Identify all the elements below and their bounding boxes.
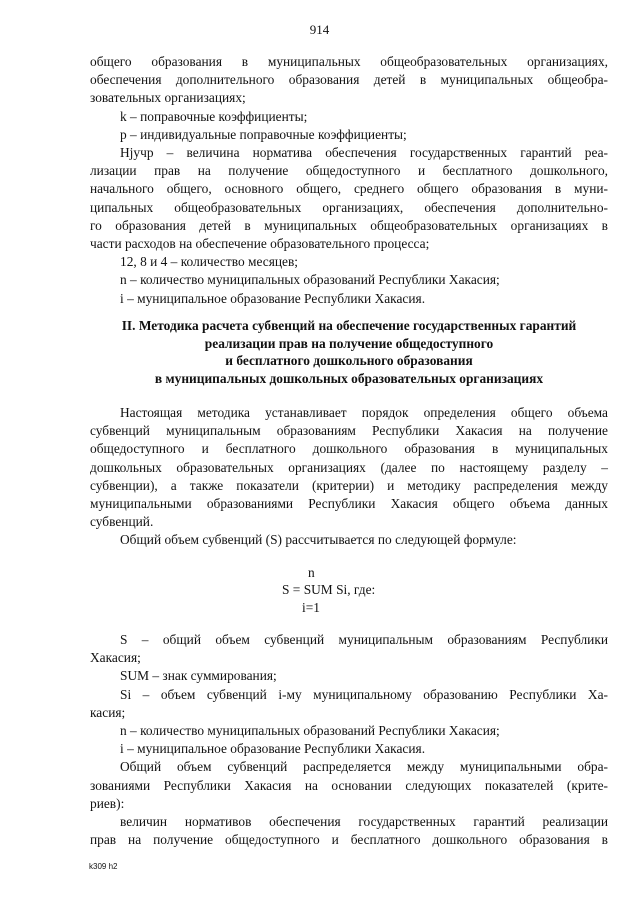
footer-code: k309 h2 <box>89 862 118 871</box>
text-line: Общий объем субвенций (S) рассчитывается по следующей формуле: <box>120 532 517 548</box>
text-line: SUM – знак суммирования; <box>120 668 277 684</box>
text-line: касия; <box>90 704 126 720</box>
text-line: го образования детей в муниципальных общеобразовательных организациях в <box>90 217 608 233</box>
text-line: n – количество муниципальных образований Республики Хакасия; <box>120 272 500 288</box>
formula-upper-limit: n <box>308 565 315 580</box>
text-line: ципальных общеобразовательных организациях, обеспечения дополнительно- <box>90 199 608 215</box>
text-line: 12, 8 и 4 – количество месяцев; <box>120 254 299 270</box>
section-heading-line: в муниципальных дошкольных образовательных организациях <box>154 370 544 386</box>
text-line: Хакасия; <box>90 650 141 666</box>
text-line: S – общий объем субвенций муниципальным образованиям Республики <box>120 632 608 647</box>
text-block-definitions <box>90 631 608 849</box>
section-heading <box>90 317 608 387</box>
text-block-intro <box>90 404 608 550</box>
text-line: зовательных организациях; <box>90 90 246 106</box>
text-line: обеспечения дополнительного образования детей в муниципальных общеобра- <box>90 72 608 88</box>
text-line: зованиями Республики Хакасия на основании следующих показателей (крите- <box>90 777 608 793</box>
text-line: i – муниципальное образование Республики Хакасия. <box>120 741 426 757</box>
text-line: части расходов на обеспечение образовательного процесса; <box>90 236 430 252</box>
text-line: Настоящая методика устанавливает порядок определения общего объема <box>120 405 608 420</box>
text-line: прав на получение общедоступного и бесплатного дошкольного образования в <box>90 832 608 848</box>
text-line: p – индивидуальные поправочные коэффициенты; <box>120 126 407 142</box>
text-line: i – муниципальное образование Республики Хакасия. <box>120 290 426 306</box>
formula-main: S = SUM Si, где: <box>282 582 376 597</box>
text-line: Нjучр – величина норматива обеспечения государственных гарантий реа- <box>120 145 608 161</box>
text-line: дошкольных образовательных организациях (далее по настоящему разделу – <box>90 459 608 475</box>
text-line: n – количество муниципальных образований Республики Хакасия; <box>120 723 500 739</box>
text-line: начального общего, основного общего, среднего общего образования в муни- <box>90 181 608 197</box>
section-heading-line: и бесплатного дошкольного образования <box>225 353 473 369</box>
text-line: субвенций муниципальным образованиям Республики Хакасия на получение <box>90 423 608 439</box>
text-line: лизации прав на получение общедоступного и бесплатного дошкольного, <box>90 163 608 179</box>
formula-lower-limit: i=1 <box>302 600 320 615</box>
text-line: k – поправочные коэффициенты; <box>120 108 308 124</box>
text-line: Общий объем субвенций распределяется между муниципальными обра- <box>120 759 608 775</box>
text-line: величин нормативов обеспечения государственных гарантий реализации <box>120 814 608 830</box>
text-line: общедоступного и бесплатного дошкольного образования в муниципальных <box>90 441 608 457</box>
section-heading-line: реализации прав на получение общедоступного <box>204 335 494 351</box>
text-line: общего образования в муниципальных общеобразовательных организациях, <box>90 54 608 69</box>
text-line: субвенций. <box>90 514 154 530</box>
text-line: риев): <box>90 795 125 811</box>
text-line: Si – объем субвенций i-му муниципальному образованию Республики Ха- <box>120 686 608 702</box>
page-number: 914 <box>309 22 330 37</box>
text-line: субвенции), а также показатели (критерии) и методику распределения между <box>90 477 608 493</box>
section-heading-line: II. Методика расчета субвенций на обеспечение государственных гарантий <box>121 318 577 333</box>
text-line: муниципальными образованиями Республики Хакасия общего объема данных <box>90 496 608 512</box>
text-block-top <box>90 53 608 308</box>
